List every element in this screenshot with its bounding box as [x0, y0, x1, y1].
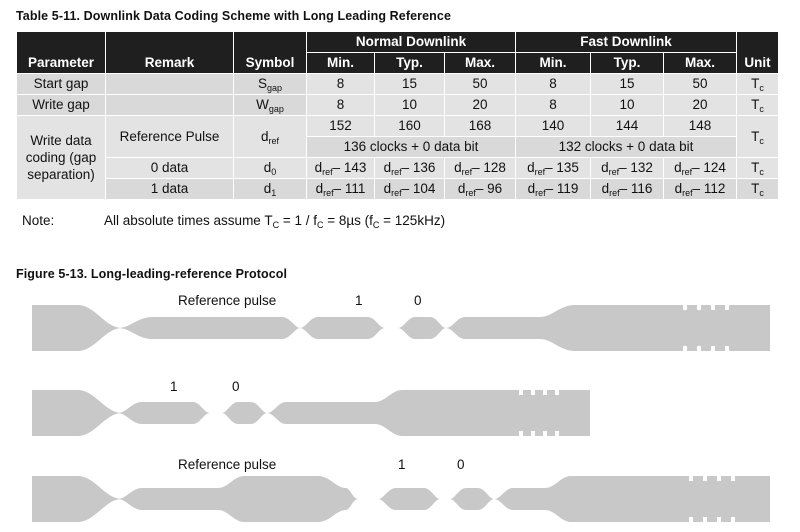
cell-unit: $T_c$: [737, 116, 779, 158]
lane-b-notch: [519, 390, 523, 395]
lane-b-signal: [32, 390, 590, 436]
cell-fast-typ: $d_{ref}-$ 116: [591, 179, 664, 200]
cell-normal-max: 168: [445, 116, 516, 137]
header-fast-min: Min.: [516, 53, 591, 74]
lane-a-notch: [697, 305, 701, 310]
header-remark: Remark: [106, 32, 234, 74]
cell-unit: $T_c$: [737, 158, 779, 179]
note-label: Note:: [22, 213, 55, 228]
cell-fast-min: 140: [516, 116, 591, 137]
figure-caption: Figure 5-13. Long-leading-reference Protocol: [16, 267, 288, 281]
lane-c-reference-label: Reference pulse: [178, 457, 277, 472]
lane-c-bit-zero-pulse: [450, 488, 494, 510]
cell-symbol: $d_{ref}$: [234, 116, 307, 158]
lane-b-tail-pulse: [267, 390, 590, 436]
lane-b-notch: [555, 390, 559, 395]
lane-b-notch: [519, 431, 523, 436]
cell-normal-max: 20: [445, 95, 516, 116]
lane-b-notch: [531, 431, 535, 436]
cell-normal-min: 152: [307, 116, 375, 137]
cell-fast-typ: 15: [591, 74, 664, 95]
cell-remark: 1 data: [106, 179, 234, 200]
header-normal-min: Min.: [307, 53, 375, 74]
cell-normal-min: $d_{ref}-$ 111: [307, 179, 375, 200]
lane-c-bit-one-pulse: [378, 488, 440, 510]
cell-normal-typ: $d_{ref}-$ 136: [375, 158, 445, 179]
cell-fast-typ: 144: [591, 116, 664, 137]
lane-c-tail-pulse: [494, 476, 770, 522]
lane-b-notch: [555, 431, 559, 436]
lane-a-tail-pulse: [446, 305, 770, 351]
table-caption: Table 5-11. Downlink Data Coding Scheme with Long Leading Reference: [16, 9, 452, 23]
cell-fast-max: 50: [664, 74, 737, 95]
cell-parameter: Write gap: [17, 95, 106, 116]
header-normal-typ: Typ.: [375, 53, 445, 74]
lane-a-notch: [711, 305, 715, 310]
header-unit: Unit: [737, 32, 779, 74]
cell-normal-min: $d_{ref}-$ 143: [307, 158, 375, 179]
lane-b-notch: [531, 390, 535, 395]
lane-c-extended-start: [118, 476, 358, 522]
lane-a-notch: [683, 305, 687, 310]
lane-c-notch: [703, 517, 707, 522]
header-fast-typ: Typ.: [591, 53, 664, 74]
cell-symbol: $d_0$: [234, 158, 307, 179]
cell-normal-max: $d_{ref}-$ 96: [445, 179, 516, 200]
lane-c-zero-label: 0: [457, 457, 465, 472]
lane-c-one-label: 1: [398, 457, 406, 472]
lane-b-bit-zero-pulse: [222, 402, 267, 424]
cell-normal-min: 8: [307, 74, 375, 95]
cell-normal-min: 8: [307, 95, 375, 116]
lane-c-notch: [689, 517, 693, 522]
cell-fast-min: $d_{ref}-$ 119: [516, 179, 591, 200]
lane-a-notch: [683, 346, 687, 351]
lane-a-notch: [697, 346, 701, 351]
cell-normal-max: $d_{ref}-$ 128: [445, 158, 516, 179]
lane-a-bit-one-pulse: [300, 317, 385, 339]
cell-unit: $T_c$: [737, 74, 779, 95]
cell-symbol: $d_1$: [234, 179, 307, 200]
lane-b-start-block: [32, 390, 122, 436]
cell-fast-typ: $d_{ref}-$ 132: [591, 158, 664, 179]
cell-normal-max: 50: [445, 74, 516, 95]
lane-a-notch: [725, 305, 729, 310]
lane-a-one-label: 1: [355, 293, 363, 308]
lane-c-notch: [703, 476, 707, 481]
cell-normal-note: 136 clocks + 0 data bit: [307, 137, 516, 158]
cell-parameter: Start gap: [17, 74, 106, 95]
lane-b-one-label: 1: [170, 379, 178, 394]
cell-fast-note: 132 clocks + 0 data bit: [516, 137, 737, 158]
lane-b-notch: [543, 431, 547, 436]
lane-c-notch: [731, 517, 735, 522]
cell-remark: 0 data: [106, 158, 234, 179]
note-text: All absolute times assume $T_C = 1 / f_C = 8\mu s$ $(f_C = 125kHz)$: [104, 213, 446, 230]
lane-c-signal: [32, 476, 770, 522]
lane-c-notch: [731, 476, 735, 481]
cell-unit: $T_c$: [737, 179, 779, 200]
header-normal-downlink: Normal Downlink: [307, 32, 516, 53]
lane-a-start-block: [32, 305, 122, 351]
header-normal-max: Max.: [445, 53, 516, 74]
header-parameter: Parameter: [17, 32, 106, 74]
lane-a-reference-label: Reference pulse: [178, 293, 277, 308]
cell-fast-min: 8: [516, 95, 591, 116]
cell-fast-min: $d_{ref}-$ 135: [516, 158, 591, 179]
cell-symbol: $W_{gap}$: [234, 95, 307, 116]
lane-a-notch: [711, 346, 715, 351]
lane-b-zero-label: 0: [232, 379, 240, 394]
cell-fast-max: $d_{ref}-$ 112: [664, 179, 737, 200]
lane-a-bit-zero-pulse: [398, 317, 446, 339]
lane-c-notch: [689, 476, 693, 481]
lane-c-start-block: [32, 476, 122, 522]
lane-b-bit-one-pulse: [118, 402, 210, 424]
lane-a-reference-pulse: [118, 317, 300, 339]
cell-unit: $T_c$: [737, 95, 779, 116]
lane-c-notch: [717, 476, 721, 481]
cell-fast-min: 8: [516, 74, 591, 95]
cell-fast-max: $d_{ref}-$ 124: [664, 158, 737, 179]
lane-a-signal: [32, 305, 770, 351]
cell-fast-max: 20: [664, 95, 737, 116]
cell-remark: Reference Pulse: [106, 116, 234, 158]
cell-parameter-write-coding: Write data coding (gap separation): [17, 116, 106, 200]
cell-fast-max: 148: [664, 116, 737, 137]
cell-symbol: $S_{gap}$: [234, 74, 307, 95]
cell-fast-typ: 10: [591, 95, 664, 116]
header-fast-downlink: Fast Downlink: [516, 32, 737, 53]
cell-normal-typ: 10: [375, 95, 445, 116]
header-fast-max: Max.: [664, 53, 737, 74]
lane-b-notch: [543, 390, 547, 395]
cell-normal-typ: $d_{ref}-$ 104: [375, 179, 445, 200]
lane-c-notch: [717, 517, 721, 522]
lane-a-notch: [725, 346, 729, 351]
cell-normal-typ: 15: [375, 74, 445, 95]
cell-normal-typ: 160: [375, 116, 445, 137]
header-symbol: Symbol: [234, 32, 307, 74]
lane-a-zero-label: 0: [414, 293, 422, 308]
